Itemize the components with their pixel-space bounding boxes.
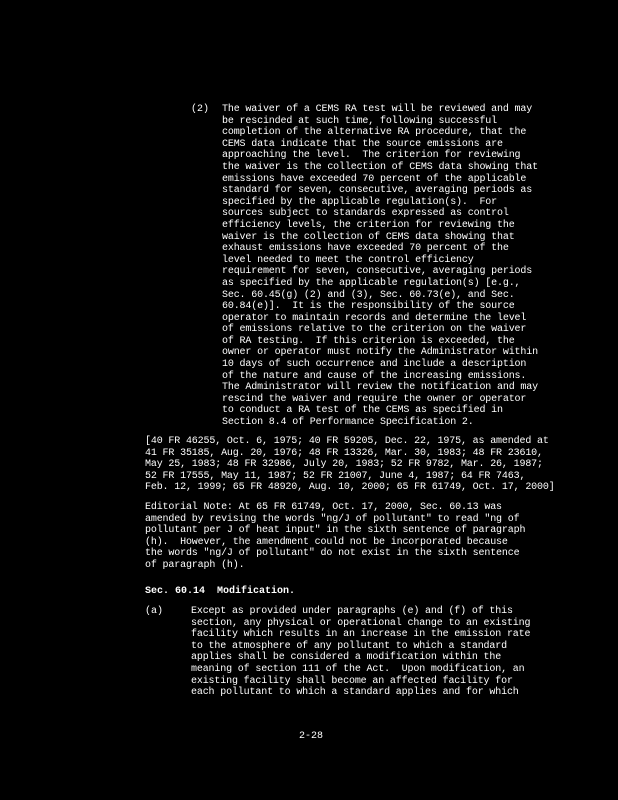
paragraph-2-line: owner or operator must notify the Administrator within — [222, 347, 538, 359]
paragraph-2-body — [222, 104, 572, 429]
paragraph-2-line: exhaust emissions have exceeded 70 percent of the — [222, 243, 509, 255]
paragraph-2-line: level needed to meet the control efficiency — [222, 254, 474, 266]
paragraph-2-line: of RA testing. If this criterion is exceeded, the — [222, 335, 515, 347]
paragraph-a-marker: (a) — [145, 606, 164, 617]
citation-line: [40 FR 46255, Oct. 6, 1975; 40 FR 59205, Dec. 22, 1975, as amended at — [145, 436, 549, 447]
paragraph-a-line: existing facility shall become an affected facility for — [191, 675, 513, 687]
page-number: 2-28 — [299, 731, 324, 742]
paragraph-2-line: operator to maintain records and determine the level — [222, 312, 527, 324]
paragraph-2-line: efficiency levels, the criterion for reviewing the — [222, 219, 515, 231]
paragraph-2-line: requirement for seven, consecutive, averaging periods — [222, 266, 533, 278]
paragraph-2-line: rescind the waiver and require the owner or operator — [222, 393, 527, 405]
editorial-note-line: pollutant per J of heat input" in the sixth sentence of paragraph — [145, 525, 526, 537]
paragraph-2-line: sources subject to standards expressed as control — [222, 208, 509, 220]
citation-line: May 25, 1983; 48 FR 32986, July 20, 1983; 52 FR 9782, Mar. 26, 1987; — [145, 459, 543, 471]
citation-line: Feb. 12, 1999; 65 FR 48920, Aug. 10, 2000; 65 FR 61749, Oct. 17, 2000] — [145, 482, 555, 494]
paragraph-a-line: Except as provided under paragraphs (e) and (f) of this — [191, 606, 513, 617]
paragraph-2-line: 10 days of such occurrence and include a description — [222, 359, 527, 371]
paragraph-2-line: The Administrator will review the notification and may — [222, 382, 538, 394]
editorial-note-line: amended by revising the words "ng/J of pollutant" to read "ng of — [145, 513, 520, 525]
paragraph-a-line: each pollutant to which a standard applies and for which — [191, 687, 519, 699]
federal-register-citation — [145, 436, 585, 494]
paragraph-a-line: facility which results in an increase in the emission rate — [191, 629, 531, 641]
paragraph-2-line: 60.84(e)]. It is the responsibility of the source — [222, 301, 515, 313]
paragraph-2-marker: (2) — [191, 104, 210, 115]
paragraph-2-line: specified by the applicable regulation(s). For — [222, 196, 497, 208]
paragraph-2-line: as specified by the applicable regulation(s) [e.g., — [222, 277, 521, 289]
paragraph-a-body — [191, 606, 561, 699]
paragraph-2-line: approaching the level. The criterion for reviewing — [222, 150, 521, 162]
section-heading: Sec. 60.14 Modification. — [145, 586, 296, 597]
paragraph-2-line: standard for seven, consecutive, averaging periods as — [222, 185, 533, 197]
paragraph-2-line: CEMS data indicate that the source emissions are — [222, 138, 503, 150]
paragraph-2-line: Sec. 60.45(g) (2) and (3), Sec. 60.73(e), and Sec. — [222, 289, 515, 301]
citation-line: 41 FR 35185, Aug. 20, 1976; 48 FR 13326, Mar. 30, 1983; 48 FR 23610, — [145, 447, 543, 459]
citation-line: 52 FR 17555, May 11, 1987; 52 FR 21007, June 4, 1987; 64 FR 7463, — [145, 470, 526, 482]
paragraph-2-line: the waiver is the collection of CEMS data showing that — [222, 161, 538, 173]
paragraph-2-line: waiver is the collection of CEMS data showing that — [222, 231, 515, 243]
paragraph-2-line: of emissions relative to the criterion on the waiver — [222, 324, 527, 336]
editorial-note — [145, 502, 565, 572]
editorial-note-line: (h). However, the amendment could not be incorporated because — [145, 536, 508, 548]
paragraph-2-line: emissions have exceeded 70 percent of the applicable — [222, 173, 527, 185]
editorial-note-line: the words "ng/J of pollutant" do not exist in the sixth sentence — [145, 548, 520, 560]
editorial-note-line: of paragraph (h). — [145, 559, 245, 571]
paragraph-2-line: to conduct a RA test of the CEMS as specified in — [222, 405, 503, 417]
paragraph-2-line: Section 8.4 of Performance Specification 2. — [222, 417, 474, 429]
paragraph-a-line: to the atmosphere of any pollutant to which a standard — [191, 640, 507, 652]
paragraph-2-line: of the nature and cause of the increasing emissions. — [222, 370, 527, 382]
paragraph-2-line: The waiver of a CEMS RA test will be reviewed and may — [222, 104, 533, 115]
paragraph-2-line: be rescinded at such time, following successful — [222, 115, 497, 127]
paragraph-a-line: section, any physical or operational change to an existing — [191, 617, 531, 629]
editorial-note-line: Editorial Note: At 65 FR 61749, Oct. 17, 2000, Sec. 60.13 was — [145, 502, 502, 513]
paragraph-a-line: applies shall be considered a modification within the — [191, 652, 502, 664]
paragraph-a-line: meaning of section 111 of the Act. Upon modification, an — [191, 663, 525, 675]
paragraph-2-line: completion of the alternative RA procedure, that the — [222, 127, 527, 139]
